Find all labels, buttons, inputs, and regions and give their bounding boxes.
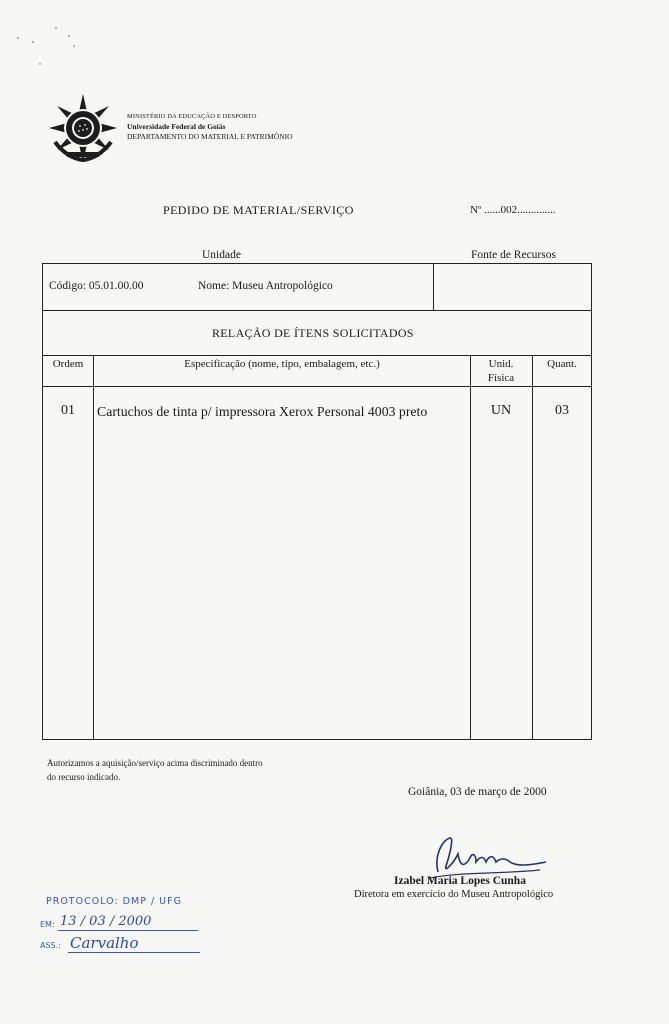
signer-role: Diretora em exercício do Museu Antropológico — [354, 889, 554, 900]
stamp-date-label: EM: — [40, 920, 55, 929]
stamp-signature-value: Carvalho — [70, 934, 139, 952]
items-heading: RELAÇÃO DE ÍTENS SOLICITADOS — [212, 326, 414, 340]
row-especificacao: Cartuchos de tinta p/ impressora Xerox Personal 4003 preto — [97, 404, 428, 419]
row-ordem: 01 — [61, 403, 75, 418]
unit-name: Nome: Museu Antropológico — [198, 280, 333, 292]
funding-source-label: Fonte de Recursos — [471, 249, 556, 261]
stamp-signature-label: ASS.: — [40, 941, 61, 950]
request-number: Nº ......002.............. — [470, 204, 556, 216]
brazil-coat-of-arms-icon — [47, 92, 119, 164]
row-unid: UN — [490, 403, 512, 418]
divider — [43, 355, 591, 356]
department-name: DEPARTAMENTO DO MATERIAL E PATRIMÔNIO — [127, 132, 293, 141]
stamp-date-value: 13 / 03 / 2000 — [60, 914, 152, 929]
column-header-unid-line1: Unid. — [488, 358, 514, 370]
divider — [43, 386, 591, 387]
ministry-name: MINISTÉRIO DA EDUCAÇÃO E DESPORTO — [127, 113, 257, 120]
authorization-line2: do recurso indicado. — [47, 772, 121, 782]
stamp-protocol: PROTOCOLO: DMP / UFG — [46, 896, 182, 907]
stamp-underline — [68, 952, 200, 953]
institution-header — [127, 112, 293, 142]
column-header-ordem: Ordem — [52, 358, 84, 370]
signer-name: Izabel Maria Lopes Cunha — [394, 875, 526, 887]
protocol-stamp — [40, 892, 220, 956]
column-header-quant: Quant. — [547, 358, 577, 370]
divider — [43, 310, 591, 311]
divider — [93, 355, 94, 740]
row-quant: 03 — [555, 403, 569, 418]
university-name: Universidade Federal de Goiás — [127, 122, 226, 131]
unit-code: Código: 05.01.00.00 — [49, 280, 144, 292]
authorization-note — [47, 756, 317, 784]
authorization-line1: Autorizamos a aquisição/serviço acima discriminado dentro — [47, 758, 263, 768]
divider — [433, 264, 434, 310]
unit-label: Unidade — [202, 249, 241, 261]
place-date: Goiânia, 03 de março de 2000 — [408, 786, 547, 798]
form-title: PEDIDO DE MATERIAL/SERVIÇO — [163, 203, 354, 217]
scan-specks — [14, 24, 84, 68]
column-header-especificacao: Especificação (nome, tipo, embalagem, etc.) — [184, 358, 380, 370]
column-header-unid — [470, 357, 532, 385]
column-header-unid-line2: Física — [487, 372, 515, 384]
stamp-underline — [58, 930, 198, 931]
